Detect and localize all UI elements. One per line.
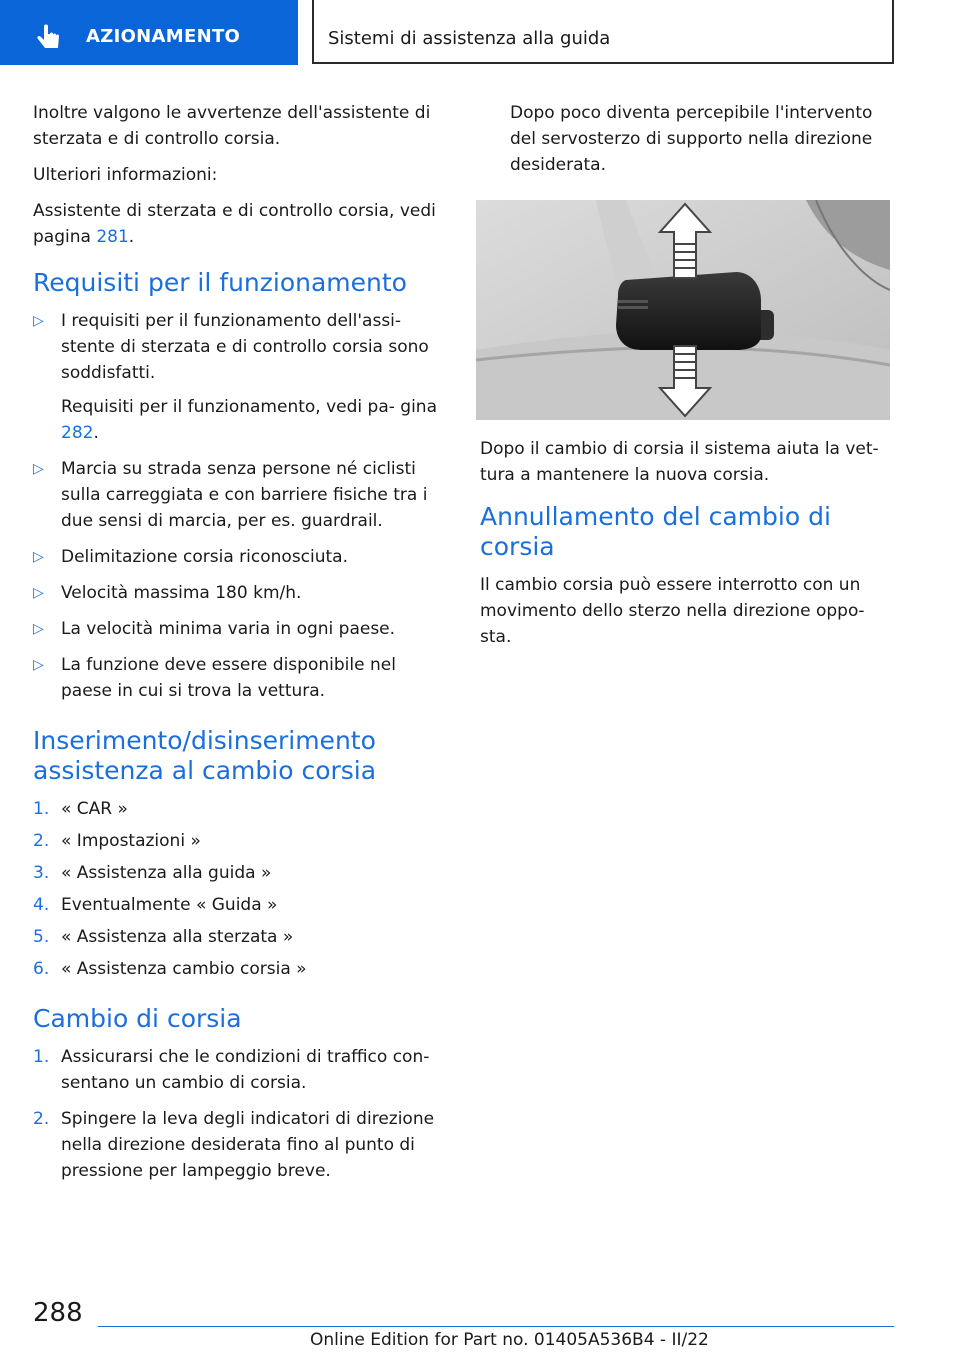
- step-number: 4.: [33, 895, 50, 915]
- requirements-list: [33, 308, 448, 704]
- footer-divider: [98, 1326, 894, 1327]
- list-item: [33, 892, 448, 918]
- intro-paragraph-3: [33, 198, 448, 250]
- hand-pointer-icon: [34, 22, 64, 52]
- list-item: [33, 956, 448, 982]
- requirements-ref: [61, 394, 448, 446]
- step-text: « Assistenza alla guida »: [61, 863, 272, 883]
- list-item: [33, 796, 448, 822]
- list-item-text: La funzione deve essere disponibile nel paese in cui si trova la vettura.: [61, 655, 396, 701]
- requirements-heading: Requisiti per il funzionamento: [33, 268, 407, 297]
- step-text: « Impostazioni »: [61, 831, 201, 851]
- lane-change-steps-list: [33, 1044, 448, 1184]
- step-number: 2.: [33, 831, 50, 851]
- step-text: « Assistenza cambio corsia »: [61, 959, 307, 979]
- right-column: [480, 100, 892, 660]
- step-text: Spingere la leva degli indicatori di direzione nella direzione desiderata fino al punto di pressione per lampeggio breve.: [61, 1109, 435, 1181]
- step-text: Eventualmente « Guida »: [61, 895, 278, 915]
- list-item: [33, 544, 448, 570]
- triangle-bullet-icon: ▷: [33, 621, 44, 637]
- intro-ref-end: .: [128, 227, 135, 247]
- list-item: [33, 456, 448, 534]
- section-label: AZIONAMENTO: [86, 26, 241, 47]
- list-item: [33, 652, 448, 704]
- triangle-bullet-icon: ▷: [33, 461, 44, 477]
- step-number: 5.: [33, 927, 50, 947]
- triangle-bullet-icon: ▷: [33, 549, 44, 565]
- page-link-281[interactable]: 281: [96, 227, 129, 247]
- list-item: [33, 616, 448, 642]
- intro-ref-text: Assistente di sterzata e di controllo corsia, vedi pagina: [33, 201, 436, 247]
- step-text: Assicurarsi che le condizioni di traffico con‐ sentano un cambio di corsia.: [61, 1047, 430, 1093]
- list-item: [33, 580, 448, 606]
- list-item: [33, 1044, 448, 1096]
- list-item-text: La velocità minima varia in ogni paese.: [61, 619, 396, 639]
- chapter-title: Sistemi di assistenza alla guida: [328, 28, 611, 49]
- list-item: [33, 860, 448, 886]
- step-text: « CAR »: [61, 799, 128, 819]
- cancel-heading: Annullamento del cambio di corsia: [480, 502, 831, 561]
- list-item: [33, 924, 448, 950]
- cancel-paragraph: Il cambio corsia può essere interrotto con un movimento dello sterzo nella direzione oppo‐ sta.: [480, 575, 865, 647]
- requirements-ref-end: .: [93, 423, 99, 443]
- step-number: 6.: [33, 959, 50, 979]
- after-figure-paragraph: Dopo il cambio di corsia il sistema aiuta la vet‐ tura a mantenere la nuova corsia.: [480, 439, 879, 485]
- step-number: 3.: [33, 863, 50, 883]
- triangle-bullet-icon: ▷: [33, 657, 44, 673]
- list-item: [33, 828, 448, 854]
- left-column: [33, 100, 448, 1190]
- continuation-paragraph: Dopo poco diventa percepibile l'intervento del servosterzo di supporto nella direzione desiderata.: [510, 103, 873, 175]
- list-item-text: Delimitazione corsia riconosciuta.: [61, 547, 349, 567]
- page-number: 288: [33, 1298, 83, 1328]
- chapter-header: [312, 0, 894, 64]
- step-number: 2.: [33, 1109, 50, 1129]
- step-number: 1.: [33, 799, 50, 819]
- lever-illustration: [476, 200, 890, 420]
- list-item: [33, 308, 448, 446]
- intro-paragraph-1: Inoltre valgono le avvertenze dell'assistente di sterzata e di controllo corsia.: [33, 103, 431, 149]
- toggle-steps-list: [33, 796, 448, 982]
- list-item-text: I requisiti per il funzionamento dell'assi‐ stente di sterzata e di controllo corsia sono soddisfatti.: [61, 311, 429, 383]
- section-tab: [0, 0, 298, 65]
- triangle-bullet-icon: ▷: [33, 585, 44, 601]
- edition-label: Online Edition for Part no. 01405A536B4 - II/22: [310, 1330, 709, 1350]
- list-item-text: Velocità massima 180 km/h.: [61, 583, 302, 603]
- requirements-ref-text: Requisiti per il funzionamento, vedi pa‐ gina: [61, 397, 437, 417]
- intro-paragraph-2: Ulteriori informazioni:: [33, 165, 218, 185]
- step-text: « Assistenza alla sterzata »: [61, 927, 294, 947]
- page-link-282[interactable]: 282: [61, 423, 94, 443]
- turn-signal-lever-figure: [476, 200, 890, 420]
- toggle-heading: Inserimento/disinserimento assistenza al cambio corsia: [33, 726, 377, 785]
- step-number: 1.: [33, 1047, 50, 1067]
- lane-change-heading: Cambio di corsia: [33, 1004, 242, 1033]
- triangle-bullet-icon: ▷: [33, 313, 44, 329]
- list-item-text: Marcia su strada senza persone né ciclisti sulla carreggiata e con barriere fisiche tra i due sensi di marcia, per es. guardrail.: [61, 459, 428, 531]
- list-item: [33, 1106, 448, 1184]
